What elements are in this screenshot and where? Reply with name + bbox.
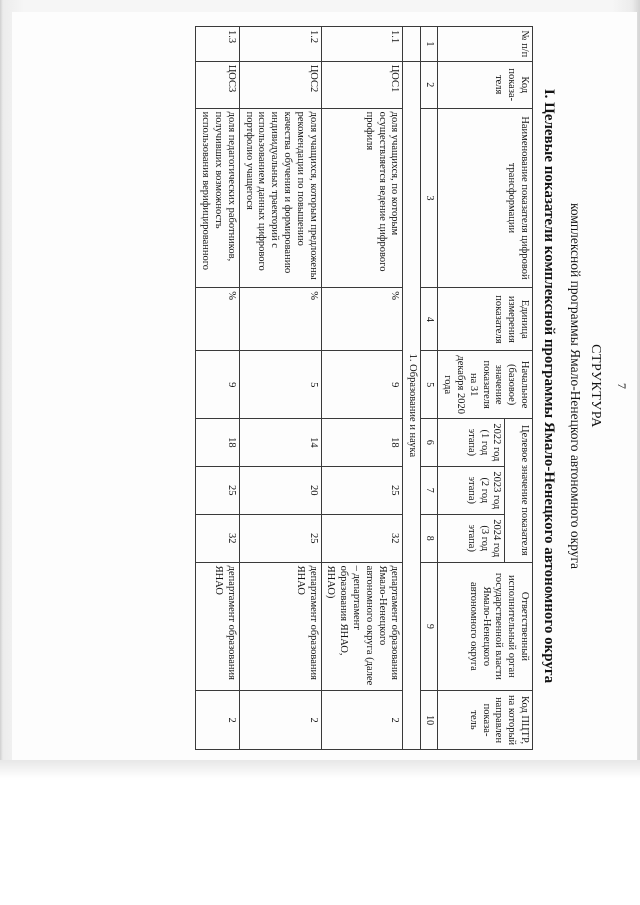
page-number: 7 [615,383,629,389]
header-code: Код показа-теля [438,61,533,108]
header-org: Ответственный исполнительный орган государственной власти Ямало-Ненецкого автономного округа [438,562,533,690]
row-code: ЦОС2 [239,61,321,108]
row-base: 9 [196,351,239,419]
row-unit: % [239,288,321,351]
row-2022: 14 [239,418,321,466]
header-2022: 2022 год (1 год этапа) [438,418,505,466]
row-2024: 32 [321,514,403,562]
row-name: доля учащихся, по которым осуществляется ведение цифрового профиля [321,108,403,288]
row-org: департамент образования ЯНАО [196,562,239,690]
header-row-1 [505,27,533,750]
column-number-row [421,27,438,750]
row-2023: 20 [239,466,321,514]
row-2022: 18 [196,418,239,466]
table-row [239,27,321,750]
header-2023: 2023 год (2 год этапа) [438,466,505,514]
column-number: 8 [421,514,438,562]
row-unit: % [321,288,403,351]
column-number: 10 [421,691,438,750]
section-label: 1. Образование и наука [403,61,421,749]
column-number: 3 [421,108,438,288]
row-2023: 25 [196,466,239,514]
row-code: ЦОС3 [196,61,239,108]
row-name: доля педагогических работников, получивших возможность использования верифицированного [196,108,239,288]
column-number: 6 [421,418,438,466]
header-pcode: Код ПЦТР, на который направлен показа-тель [438,691,533,750]
row-2024: 32 [196,514,239,562]
scanned-page [12,12,637,760]
row-pcode: 2 [196,691,239,750]
column-number: 1 [421,27,438,62]
header-num: № п/п [438,27,533,62]
column-number: 9 [421,562,438,690]
row-2023: 25 [321,466,403,514]
row-2022: 18 [321,418,403,466]
header-target: Целевое значение показателя [505,418,533,562]
scan-bottom-edge [0,760,640,778]
row-2024: 25 [239,514,321,562]
row-num: 1.3 [196,27,239,62]
row-org: департамент образования ЯНАО [239,562,321,690]
rotated-content [12,12,637,760]
row-pcode: 2 [321,691,403,750]
header-name: Наименование показателя цифровой трансформации [438,108,533,288]
row-pcode: 2 [239,691,321,750]
table-row [196,27,239,750]
row-name: доля учащихся, которым предложены рекомендации по повышению качества обучения и формированию индивидуальных траекторий с использованием данных цифрового портфолио учащегося [239,108,321,288]
header-base: Начальное (базовое) значение показателя на 31 декабря 2020 года [438,351,533,419]
column-number: 7 [421,466,438,514]
indicators-table [195,26,533,750]
section-row [403,27,421,750]
row-code: ЦОС1 [321,61,403,108]
document-subtitle: комплексной программы Ямало-Ненецкого автономного округа [568,202,583,570]
row-unit: % [196,288,239,351]
row-num: 1.1 [321,27,403,62]
section-spacer [403,27,421,62]
section-title: I. Целевые показатели комплексной программы Ямало-Ненецкого автономного округа [541,88,557,684]
row-base: 5 [239,351,321,419]
row-num: 1.2 [239,27,321,62]
header-2024: 2024 год (3 год этапа) [438,514,505,562]
row-base: 9 [321,351,403,419]
header-unit: Единица измерения показателя [438,288,533,351]
table-row [321,27,403,750]
row-org: департамент образования Ямало-Ненецкого автономного округа (далее – департамент образования ЯНАО, ЯНАО) [321,562,403,690]
column-number: 2 [421,61,438,108]
column-number: 4 [421,288,438,351]
document-title: СТРУКТУРА [588,344,603,428]
column-number: 5 [421,351,438,419]
